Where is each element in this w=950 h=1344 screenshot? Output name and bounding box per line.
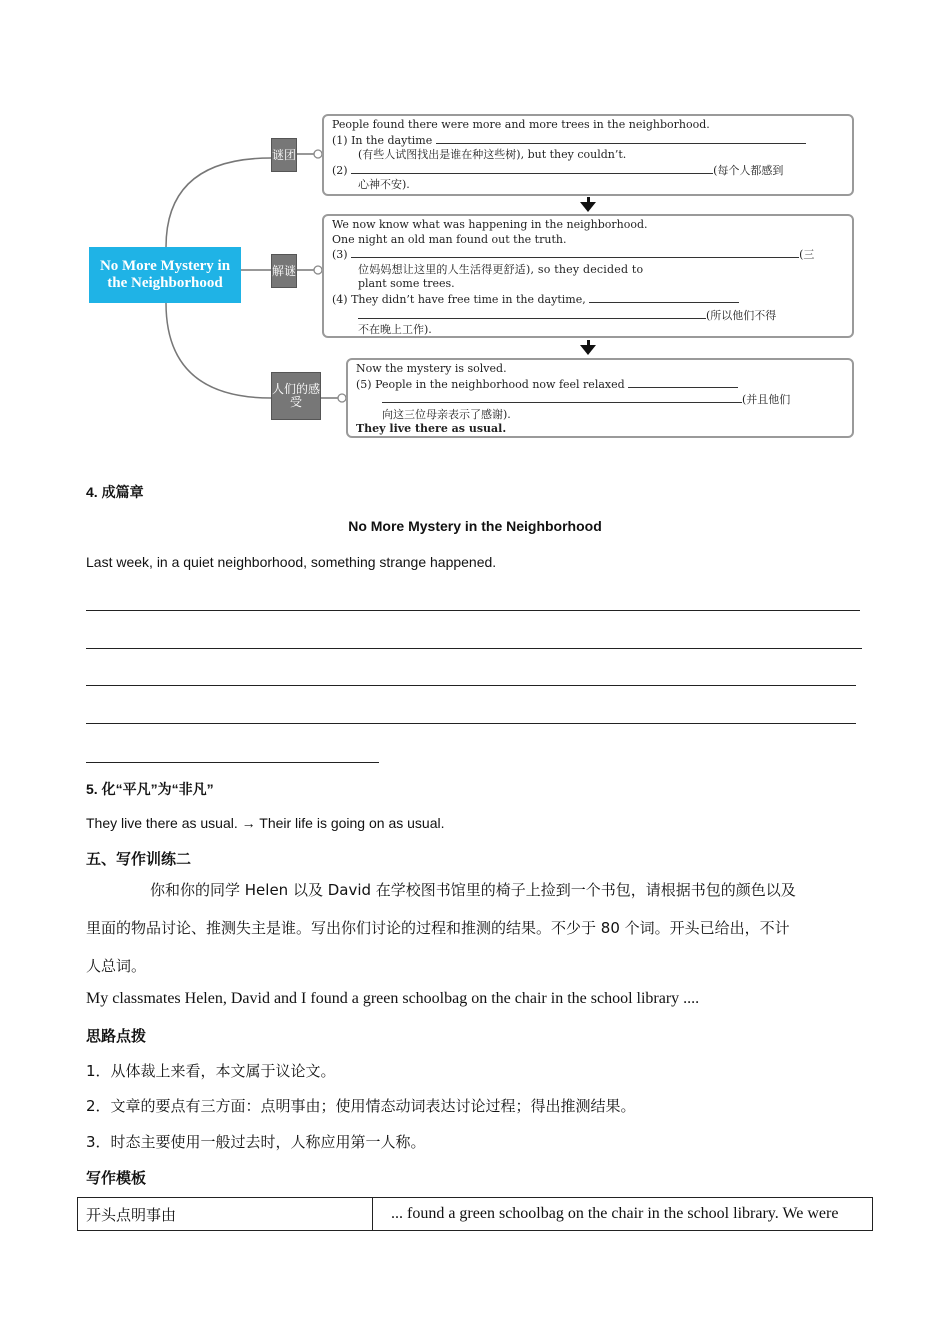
panel2-item3-cont2: plant some trees. [358, 277, 455, 291]
panel3-item5-cont2: 向这三位母亲表示了感谢). [382, 407, 511, 421]
prompt-line-2: 里面的物品讨论、推测失主是谁。写出你们讨论的过程和推测的结果。不少于 80 个词。开头已给出，不计 [86, 919, 790, 937]
mind-map-root: No More Mystery in the Neighborhood [89, 247, 241, 303]
panel1-intro: People found there were more and more trees in the neighborhood. [332, 118, 710, 131]
panel1-item1: (1) In the daytime [332, 133, 844, 149]
training-heading: 五、写作训练二 [86, 850, 192, 868]
panel2-item4-cont2: 不在晚上工作). [358, 323, 432, 337]
panel1-item2-cont: 心神不安). [358, 178, 410, 192]
panel2-intro2: One night an old man found out the truth. [332, 232, 567, 246]
section5-heading: 5. 化“平凡”为“非凡” [86, 781, 214, 797]
writing-line-1[interactable] [86, 610, 860, 611]
answer-blank-3[interactable] [351, 247, 799, 258]
writing-line-2[interactable] [86, 648, 862, 649]
down-arrow-icon [580, 202, 596, 212]
tag-feelings: 人们的感受 [271, 372, 321, 420]
prompt-line-1: 你和你的同学 Helen 以及 David 在学校图书馆里的椅子上捡到一个书包，请根据书包的颜色以及 [150, 881, 796, 899]
opening-sentence: My classmates Helen, David and I found a green schoolbag on the chair in the school library .... [86, 990, 700, 1007]
panel1-item2: (2) (每个人都感到 [332, 163, 784, 177]
panel-mystery [322, 114, 854, 196]
answer-blank-1[interactable] [436, 133, 806, 144]
tag-solve: 解谜 [271, 254, 297, 288]
answer-blank-4b[interactable] [358, 308, 706, 319]
tip-1: 1．从体裁上来看，本文属于议论文。 [86, 1062, 336, 1080]
prompt-line-3: 人总词。 [86, 957, 147, 975]
down-arrow-icon [580, 345, 596, 355]
answer-blank-4[interactable] [589, 292, 739, 303]
template-heading: 写作模板 [86, 1169, 147, 1187]
panel2-item4: (4) They didn’t have free time in the daytime, [332, 292, 844, 308]
answer-blank-2[interactable] [351, 163, 713, 174]
panel3-outro: They live there as usual. [356, 422, 507, 436]
table-row [78, 1198, 873, 1231]
mind-map [86, 110, 856, 442]
tip-3: 3．时态主要使用一般过去时，人称应用第一人称。 [86, 1133, 426, 1151]
panel3-intro: Now the mystery is solved. [356, 362, 507, 375]
essay-title: No More Mystery in the Neighborhood [348, 518, 602, 534]
writing-line-4[interactable] [86, 723, 856, 724]
panel2-item4-cont: (所以他们不得 [332, 308, 844, 324]
tip-2: 2．文章的要点有三方面：点明事由；使用情态动词表达讨论过程；得出推测结果。 [86, 1097, 636, 1115]
essay-first-line: Last week, in a quiet neighborhood, something strange happened. [86, 554, 497, 570]
answer-blank-5b[interactable] [382, 392, 742, 403]
tag-mystery: 谜团 [271, 138, 297, 172]
panel3-item5: (5) People in the neighborhood now feel relaxed [356, 377, 844, 393]
panel2-item3-cont1: 位妈妈想让这里的人生活得更舒适), so they decided to [358, 262, 644, 276]
tips-heading: 思路点拨 [86, 1027, 147, 1045]
table-cell-content: ... found a green schoolbag on the chair in the school library. We were [373, 1198, 873, 1231]
table-cell-stage: 开头点明事由 [78, 1198, 373, 1231]
panel2-intro1: We now know what was happening in the neighborhood. [332, 218, 648, 231]
panel-feelings [346, 358, 854, 438]
panel1-item1-cont: (有些人试图找出是谁在种这些树), but they couldn’t. [358, 148, 627, 162]
writing-line-5[interactable] [86, 762, 379, 763]
writing-line-3[interactable] [86, 685, 856, 686]
panel2-item3: (3) (三 [332, 248, 815, 262]
panel-solve [322, 214, 854, 338]
section4-heading: 4. 成篇章 [86, 484, 144, 500]
writing-template-table [77, 1197, 873, 1231]
panel3-item5-cont: (并且他们 [356, 392, 844, 408]
section5-example: They live there as usual. → Their life is going on as usual. [86, 815, 445, 831]
answer-blank-5[interactable] [628, 377, 738, 388]
